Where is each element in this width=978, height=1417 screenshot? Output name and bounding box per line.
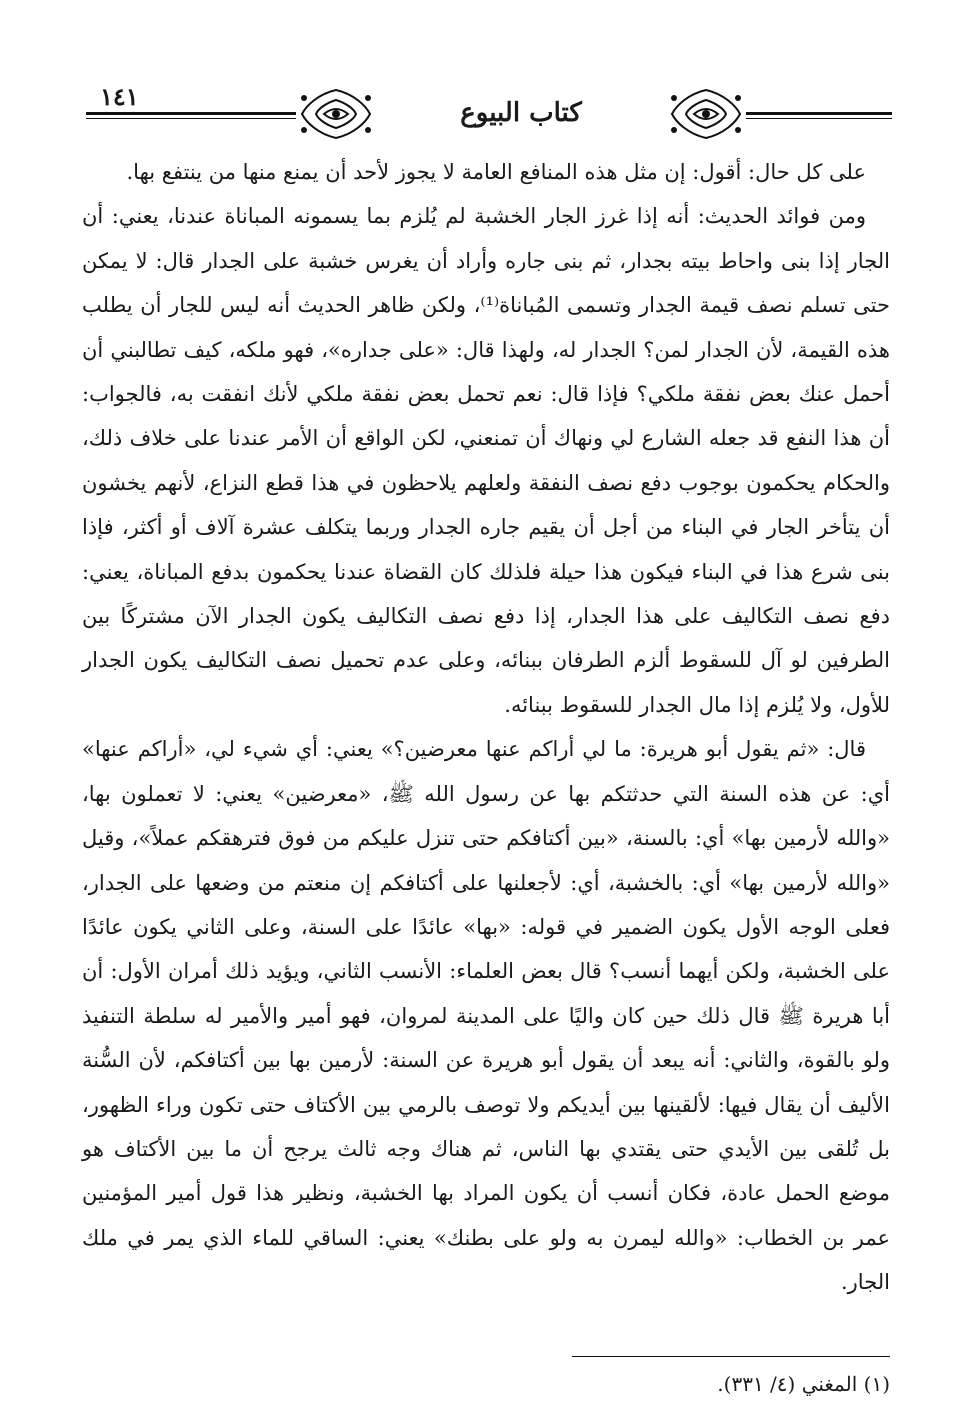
footnote: (١) المغني (٤/ ٣٣١).	[717, 1372, 890, 1396]
paragraph: على كل حال: أقول: إن مثل هذه المنافع العامة لا يجوز لأحد أن يمنع منها من ينتفع بها.	[126, 160, 866, 184]
title-frame	[296, 84, 746, 144]
book-title: كتاب البيوع	[460, 98, 582, 128]
body-text	[82, 150, 890, 1305]
ornament-right-icon	[666, 84, 746, 144]
paragraph: ومن فوائد الحديث: أنه إذا غرز الجار الخشبة لم يُلزم بما يسمونه المباناة عندنا، يعني: أن الجار إذا بنى واحاط بيته بجدار، ثم بنى جاره وأراد أن يغرس خشبة على الجدار قال: لا يمكن حتى تسلم نصف قيمة الجدار وتسمى المُباناة⁽¹⁾، ولكن ظاهر الحديث أنه ليس للجار أن يطلب هذه القيمة، لأن الجدار لمن؟ الجدار له، ولهذا قال: «على جداره»، فهو ملكه، كيف تطالبني أن أحمل عنك بعض نفقة ملكي؟ فإذا قال: نعم تحمل بعض نفقة ملكي لأنك انفقت به، فالجواب: أن هذا النفع قد جعله الشارع لي ونهاك أن تمنعني، لكن الواقع أن الأمر عندنا على خلاف ذلك، والحكام يحكمون بوجوب دفع نصف النفقة ولعلهم يلاحظون في هذا قطع النزاع، لأنهم يخشون أن يتأخر الجار في البناء من أجل أن يقيم جاره الجدار وربما يتكلف عشرة آلاف أو أكثر، فإذا بنى شرع هذا في البناء فيكون هذا حيلة فلذلك كان القضاة عندنا يحكمون بدفع المباناة، يعني: دفع نصف التكاليف على هذا الجدار، إذا دفع نصف التكاليف يكون الجدار الآن مشتركًا بين الطرفين لو آل للسقوط ألزم الطرفان ببنائه، وعلى عدم تحميل نصف التكاليف يكون الجدار للأول، ولا يُلزم إذا مال الجدار للسقوط ببنائه.	[82, 204, 891, 717]
page-header	[86, 72, 892, 144]
paragraph: قال: «ثم يقول أبو هريرة: ما لي أراكم عنها معرضين؟» يعني: أي شيء لي، «أراكم عنها» أي: عن هذه السنة التي حدثتكم بها عن رسول الله ﷺ، «معرضين» يعني: لا تعملون بها، «والله لأرمين بها» أي: بالسنة، «بين أكتافكم حتى تنزل عليكم من فوق فترهقكم عملاً»، وقيل «والله لأرمين بها» أي: بالخشبة، أي: لأجعلنها على أكتافكم إن منعتم من وضعها على الجدار، فعلى الوجه الأول يكون الضمير في قوله: «بها» عائدًا على السنة، وعلى الثاني يكون عائدًا على الخشبة، ولكن أيهما أنسب؟ قال بعض العلماء: الأنسب الثاني، ويؤيد ذلك أمران الأول: أن أبا هريرة ﷺ قال ذلك حين كان واليًا على المدينة لمروان، فهو أمير والأمير له سلطة التنفيذ ولو بالقوة، والثاني: أنه يبعد أن يقول أبو هريرة عن السنة: لأرمين بها بين أكتافكم، لأن السُّنة الأليف أن يقال فيها: لألقينها بين أيديكم ولا توصف بالرمي بين الأكتاف حتى تكون وراء الظهور، بل تُلقى بين الأيدي حتى يقتدي بها الناس، ثم هناك وجه ثالث يرجح أن ما بين الأكتاف هو موضع الحمل عادة، فكان أنسب أن يكون المراد بها الخشبة، ونظير هذا قول أمير المؤمنين عمر بن الخطاب: «والله ليمرن به ولو على بطنك» يعني: الساقي للماء الذي يمر في ملك الجار.	[82, 737, 891, 1295]
page-number: ١٤١	[96, 82, 143, 111]
ornament-left-icon	[296, 84, 376, 144]
footnote-divider	[572, 1356, 890, 1357]
